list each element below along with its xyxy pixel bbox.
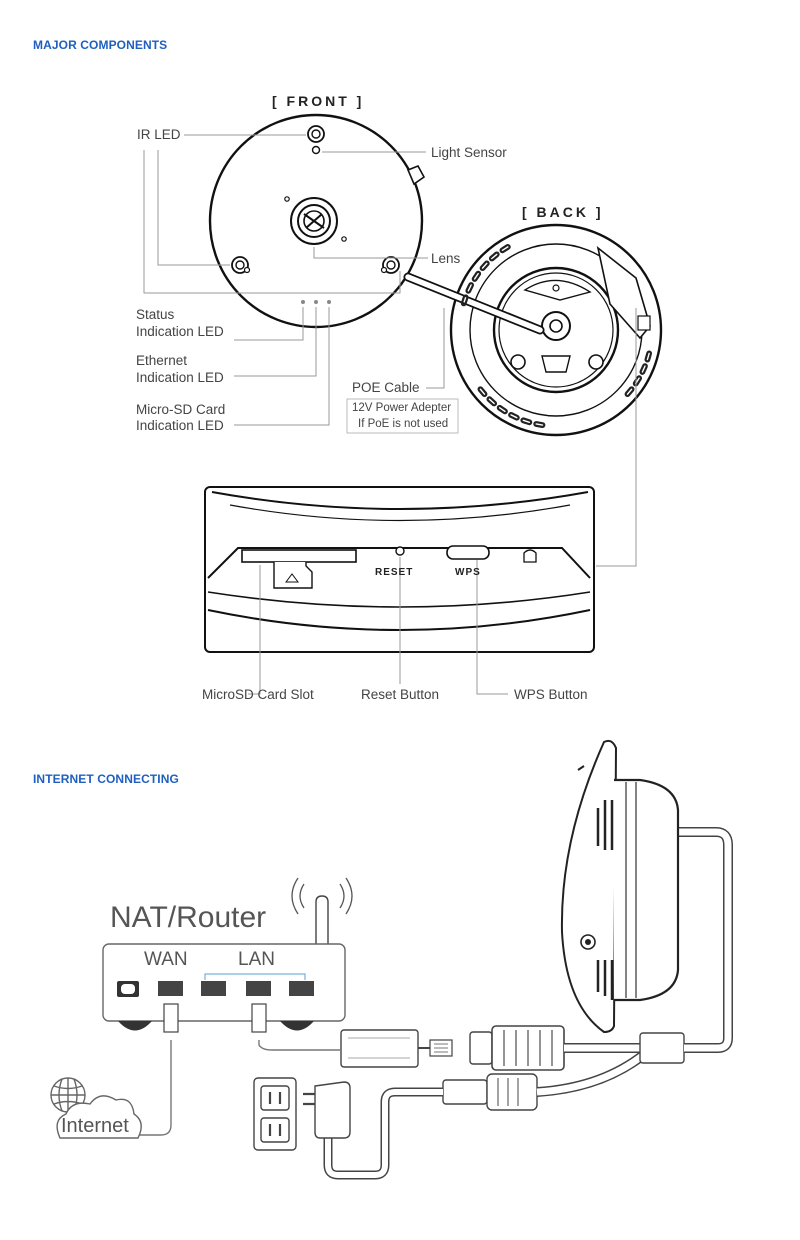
ethernet-led-label-line1: Ethernet bbox=[136, 353, 188, 368]
internet-label: Internet bbox=[61, 1115, 129, 1137]
microsd-slot-label: MicroSD Card Slot bbox=[202, 687, 314, 702]
lens-label: Lens bbox=[431, 251, 461, 266]
power-note-line1: 12V Power Adepter bbox=[352, 402, 452, 414]
reset-panel-label: RESET bbox=[375, 567, 414, 578]
section-title-internet-connecting: INTERNET CONNECTING bbox=[33, 772, 179, 786]
camera-side-view bbox=[562, 741, 678, 1032]
section-title-major-components: MAJOR COMPONENTS bbox=[33, 38, 168, 52]
back-view-title: [ BACK ] bbox=[522, 204, 604, 220]
power-note-line2: If PoE is not used bbox=[358, 418, 449, 430]
lan-label: LAN bbox=[238, 949, 275, 970]
wall-outlet bbox=[254, 1078, 296, 1150]
ethernet-led-label-line2: Indication LED bbox=[136, 370, 224, 385]
wps-button-label: WPS Button bbox=[514, 687, 588, 702]
reset-button-label: Reset Button bbox=[361, 687, 440, 702]
power-adapter bbox=[303, 1082, 350, 1138]
light-sensor-label: Light Sensor bbox=[431, 145, 507, 160]
poe-cable-label: POE Cable bbox=[352, 380, 420, 395]
status-led-label-line1: Status bbox=[136, 307, 175, 322]
ir-led-label: IR LED bbox=[137, 127, 181, 142]
microsd-led-label-line1: Micro-SD Card bbox=[136, 402, 226, 417]
router-title: NAT/Router bbox=[110, 901, 267, 934]
front-view-title: [ FRONT ] bbox=[272, 93, 365, 109]
front-camera bbox=[210, 115, 424, 327]
wps-panel-label: WPS bbox=[455, 567, 481, 578]
wan-label: WAN bbox=[144, 949, 188, 970]
microsd-led-label-line2: Indication LED bbox=[136, 418, 224, 433]
status-led-label-line2: Indication LED bbox=[136, 324, 224, 339]
